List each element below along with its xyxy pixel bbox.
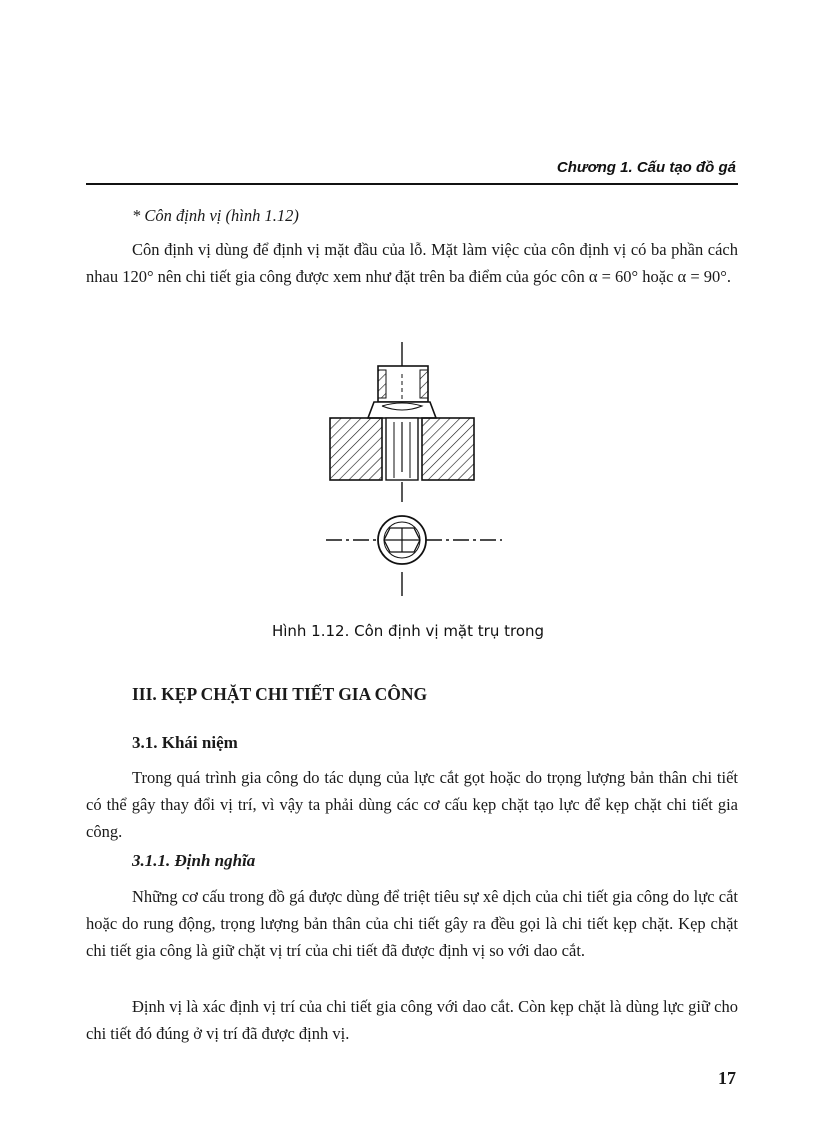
page-number: 17 bbox=[718, 1068, 736, 1088]
khai-niem-paragraph: Trong quá trình gia công do tác dụng của lực cắt gọt hoặc do trọng lượng bản thân chi tiết có thể gây thay đổi vị trí, vì vậy ta phải dùng các cơ cấu kẹp chặt tạo lực để kẹp chặt chi tiết gia công. bbox=[86, 768, 738, 841]
con-dinh-vi-lead: * Côn định vị (hình 1.12) bbox=[132, 206, 299, 225]
figure-1-12 bbox=[320, 340, 510, 600]
definition-paragraph-1: Những cơ cấu trong đồ gá được dùng để triệt tiêu sự xê dịch của chi tiết gia công do lực cắt hoặc do rung động, trọng lượng bản thân của chi tiết gây ra đều gọi là chi tiết kẹp chặt. Kẹp chặt chi tiết gia công là giữ chặt vị trí của chi tiết đã được định vị so với dao cắt. bbox=[86, 887, 738, 960]
figure-caption: Hình 1.12. Côn định vị mặt trụ trong bbox=[271, 622, 545, 640]
section-title: III. KẸP CHẶT CHI TIẾT GIA CÔNG bbox=[132, 684, 428, 704]
subsection-title: 3.1. Khái niệm bbox=[132, 733, 238, 752]
locating-cone-drawing bbox=[320, 340, 510, 600]
definition-paragraph-2: Định vị là xác định vị trí của chi tiết gia công với dao cắt. Còn kẹp chặt là dùng lực giữ cho chi tiết đó đúng ở vị trí đã được định vị. bbox=[86, 997, 738, 1043]
chapter-header: Chương 1. Cấu tạo đồ gá bbox=[556, 159, 736, 176]
header-rule bbox=[86, 183, 738, 185]
subsubsection-title: 3.1.1. Định nghĩa bbox=[132, 851, 256, 870]
con-dinh-vi-paragraph: Côn định vị dùng để định vị mặt đầu của lỗ. Mặt làm việc của côn định vị có ba phần cách nhau 120° nên chi tiết gia công được xem như đặt trên ba điểm của góc côn α = 60° hoặc α = 90°. bbox=[86, 240, 738, 286]
